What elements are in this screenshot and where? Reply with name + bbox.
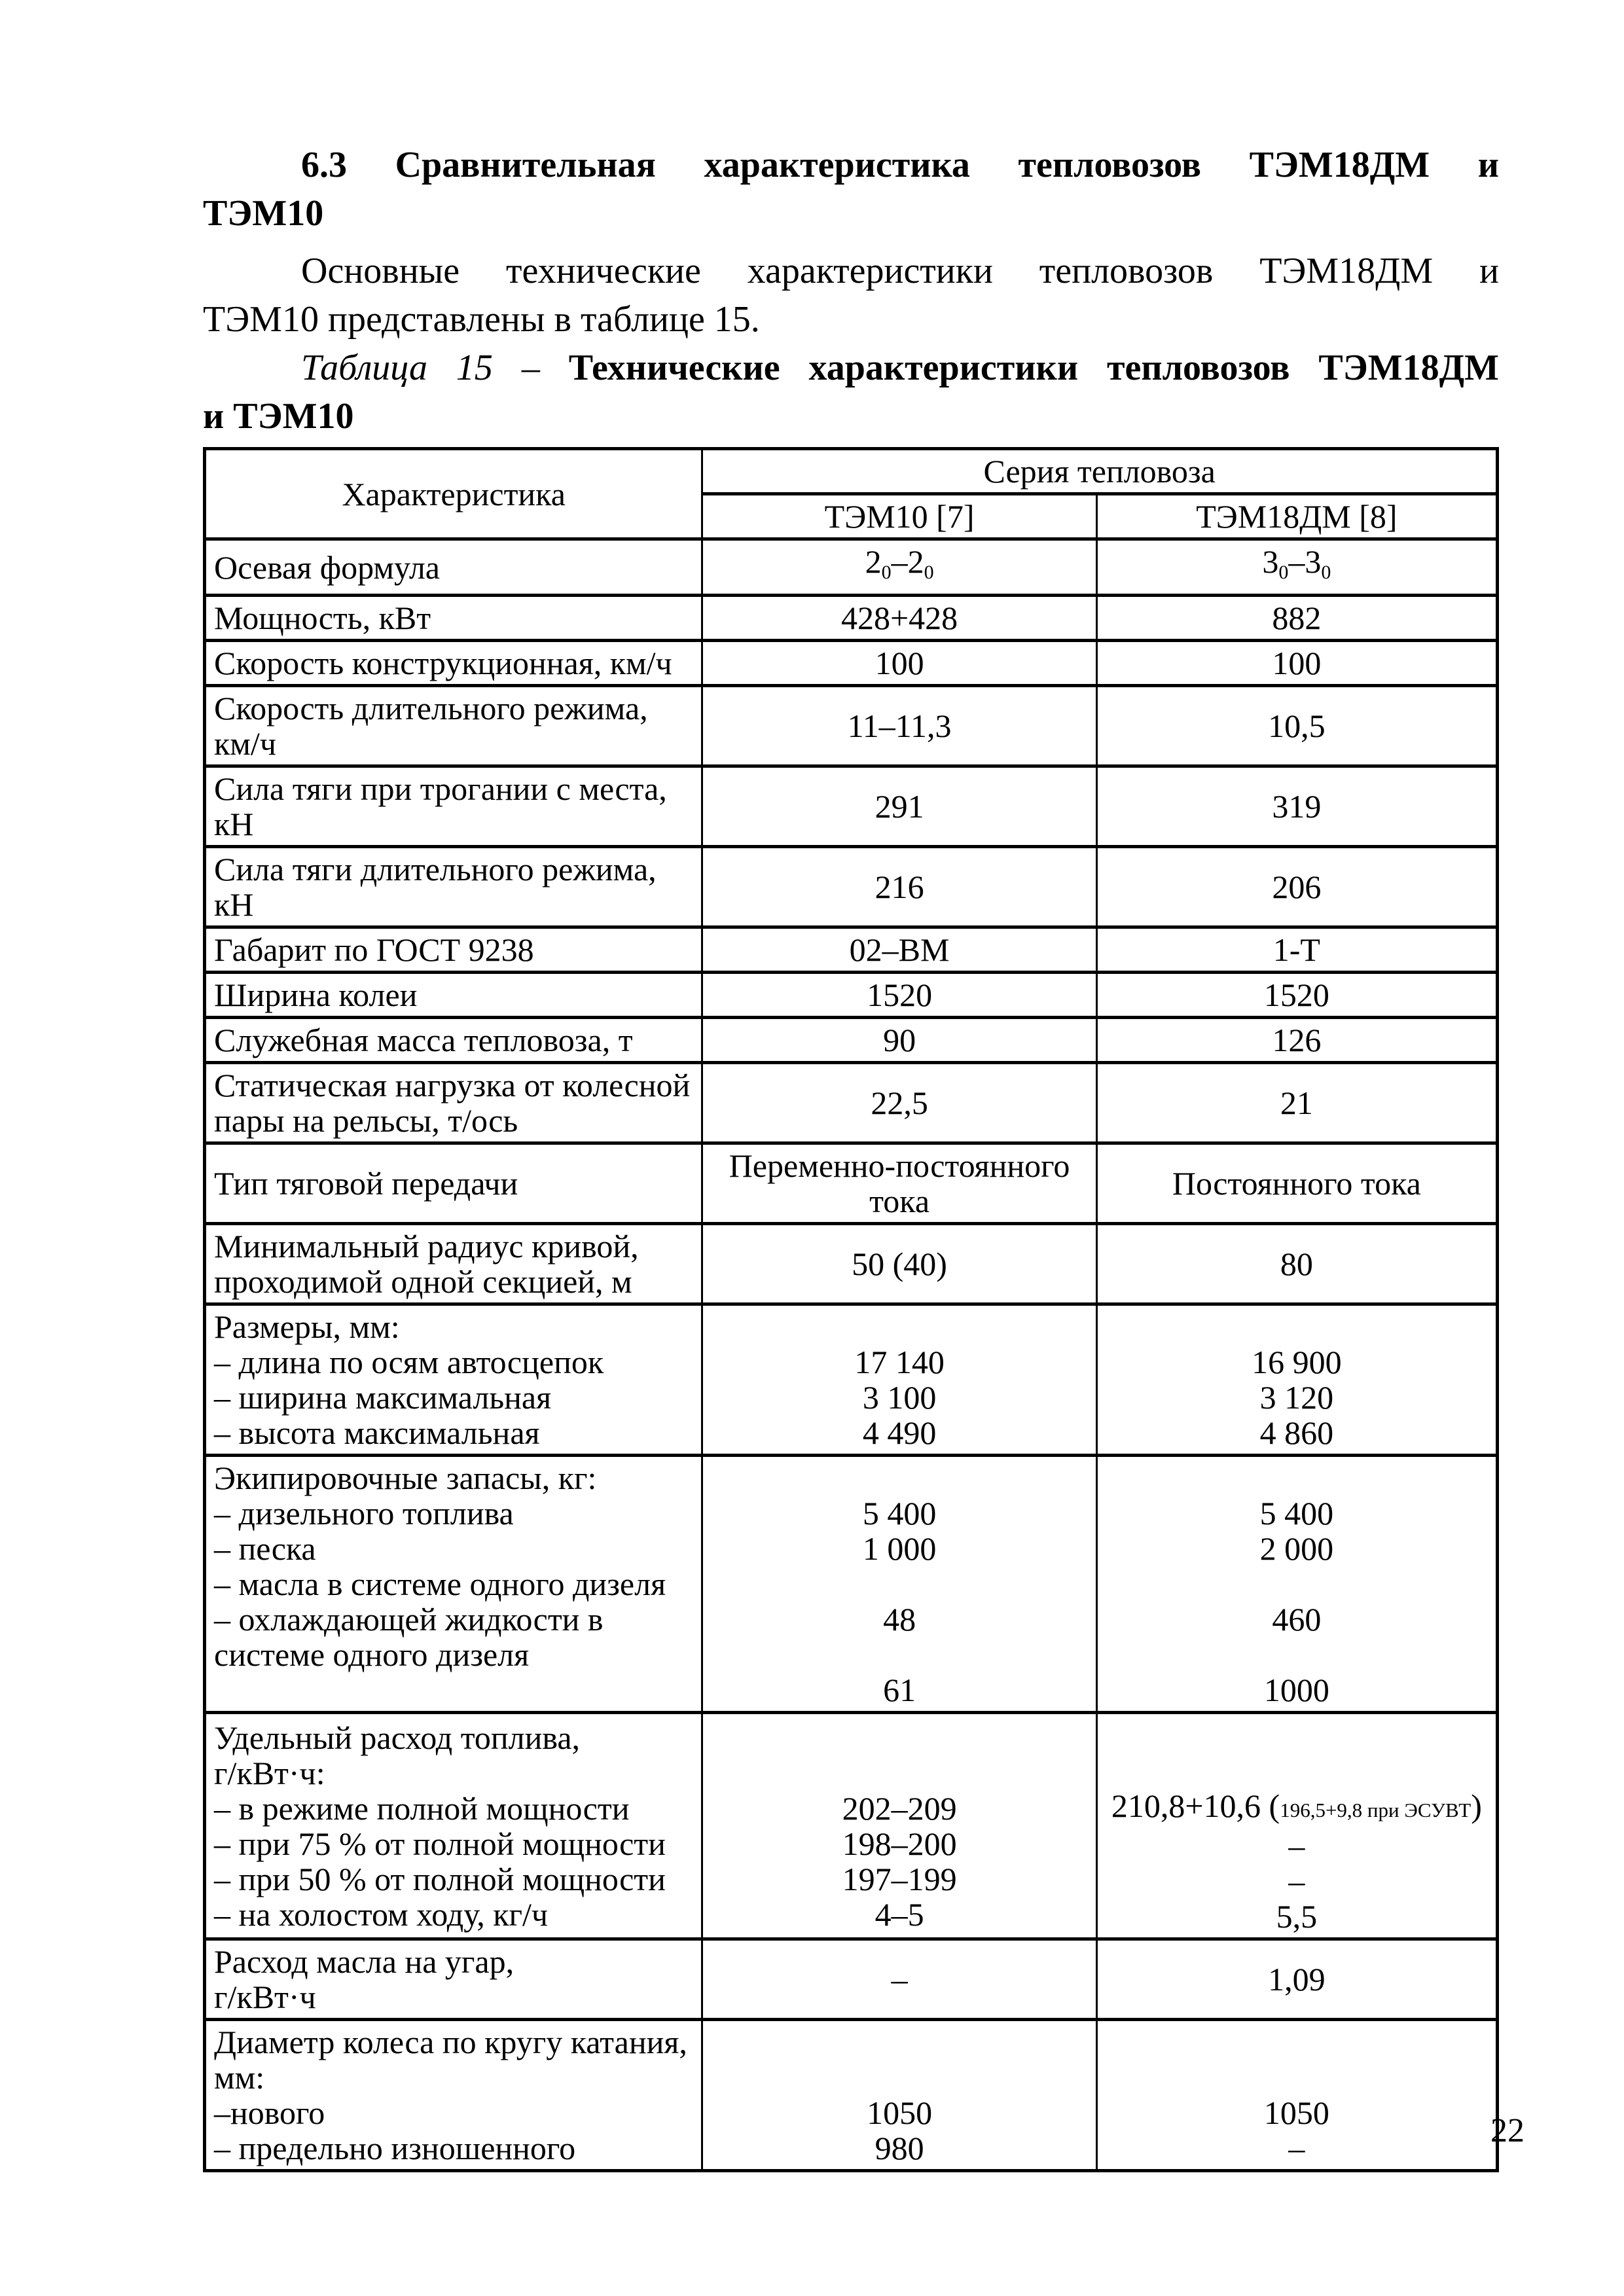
row-label-cell (205, 1143, 702, 1224)
cell-line (1106, 1717, 1488, 1753)
specs-table-body (205, 539, 1498, 2171)
cell-line: 126 (1272, 1022, 1322, 1058)
cell-line: Скорость длительного режима, (214, 690, 648, 726)
cell-line: 4–5 (875, 1895, 924, 1933)
cell-line: – на холостом ходу, кг/ч (214, 1895, 549, 1933)
cell-line (1106, 1788, 1488, 1828)
cell-line: Осевая формула (214, 548, 440, 586)
cell-line: – масла в системе одного дизеля (214, 1566, 666, 1602)
tem18dm-value-cell (1096, 596, 1497, 641)
tem10-value-cell (702, 1224, 1096, 1304)
cell-line: 202–209 (842, 1789, 957, 1827)
cell-line: 4 490 (862, 1414, 937, 1451)
cell-line: мм: (214, 2059, 265, 2096)
row-label-cell (205, 1018, 702, 1063)
tem18dm-value-cell (1096, 1063, 1497, 1143)
cell-line: пары на рельсы, т/ось (214, 1102, 518, 1139)
cell-line: 1050 (867, 2094, 933, 2131)
cell-line: км/ч (214, 725, 276, 762)
tem10-value-cell (702, 641, 1096, 686)
cell-line: Габарит по ГОСТ 9238 (214, 931, 534, 968)
intro-paragraph (203, 247, 1499, 344)
table-row (205, 2020, 1498, 2171)
cell-line: – песка (214, 1530, 316, 1567)
table-caption-label: Таблица 15 (301, 348, 493, 388)
tem18dm-value-cell (1096, 1939, 1497, 2020)
tem10-value-cell (702, 847, 1096, 927)
row-label-cell (205, 766, 702, 847)
tem10-value-cell (702, 1143, 1096, 1224)
table-row (205, 1018, 1498, 1063)
cell-line: кН (214, 806, 254, 842)
row-label-cell (205, 641, 702, 686)
cell-line: проходимой одной секцией, м (214, 1263, 632, 1300)
cell-line (711, 1637, 1087, 1672)
cell-line: г/кВт·ч (214, 1979, 316, 2015)
cell-line: 980 (875, 2130, 924, 2166)
cell-line: 1000 (1263, 1672, 1329, 1708)
cell-line: Расход масла на угар, (214, 1943, 514, 1980)
cell-line: Сила тяги длительного режима, (214, 851, 657, 888)
cell-line (1106, 1637, 1488, 1672)
cell-line: 1520 (1263, 977, 1329, 1013)
cell-line: 4 860 (1259, 1414, 1334, 1451)
table-row (205, 1224, 1498, 1304)
cell-line (214, 1672, 693, 1708)
section-heading-line1: 6.3 Сравнительная характеристика тепловозов ТЭМ18ДМ и (301, 145, 1499, 185)
value-segment-sub: 0 (1278, 562, 1289, 583)
cell-line: Тип тяговой передачи (214, 1165, 518, 1202)
table-row (205, 1939, 1498, 2020)
table-row (205, 766, 1498, 847)
tem18dm-value-cell (1096, 1143, 1497, 1224)
row-label-cell (205, 1713, 702, 1939)
cell-line: 61 (883, 1672, 916, 1708)
tem10-value-cell (702, 1018, 1096, 1063)
value-segment: –2 (891, 543, 924, 580)
cell-line (711, 1566, 1087, 1602)
cell-line: 100 (1272, 645, 1322, 681)
tem18dm-value-cell (1096, 2020, 1497, 2171)
row-label-cell (205, 539, 702, 596)
tem10-value-cell (702, 2020, 1096, 2171)
table-row (205, 1063, 1498, 1143)
row-label-cell (205, 596, 702, 641)
value-segment: 2 (865, 543, 882, 580)
table-row (205, 1713, 1498, 1939)
cell-line: – (891, 1961, 908, 1998)
value-segment: ) (1471, 1787, 1482, 1824)
cell-line: Удельный расход топлива, (214, 1719, 581, 1756)
cell-line (1106, 1753, 1488, 1788)
row-label-cell (205, 1224, 702, 1304)
row-label-cell (205, 2020, 702, 2171)
page-content (203, 141, 1499, 2172)
cell-line: Статическая нагрузка от колесной (214, 1067, 691, 1103)
row-label-cell (205, 973, 702, 1018)
cell-line: 80 (1280, 1246, 1313, 1282)
table-caption-line2: и ТЭМ10 (203, 396, 354, 437)
value-segment-sub: 0 (1321, 562, 1331, 583)
cell-line: – при 75 % от полной мощности (214, 1825, 666, 1862)
value-segment: 210,8+10,6 ( (1111, 1787, 1280, 1824)
cell-line: Переменно-постоянного (729, 1147, 1070, 1184)
row-label-cell (205, 1939, 702, 2020)
cell-line: – (1288, 1863, 1305, 1899)
tem10-value-cell (702, 1713, 1096, 1939)
cell-line: 319 (1272, 788, 1322, 825)
cell-line: 428+428 (840, 600, 958, 636)
cell-line (1106, 1566, 1488, 1602)
cell-line: – охлаждающей жидкости в (214, 1601, 604, 1638)
table-row (205, 973, 1498, 1018)
cell-line: 100 (875, 645, 924, 681)
tem18dm-value-cell (1096, 539, 1497, 596)
tem18dm-value-cell (1096, 641, 1497, 686)
specs-table-header (205, 449, 1498, 539)
cell-line: 5 400 (1259, 1495, 1334, 1532)
cell-line: 198–200 (842, 1825, 957, 1862)
cell-line (711, 2024, 1087, 2060)
tem10-value-cell (702, 1456, 1096, 1713)
cell-line: Сила тяги при трогании с места, (214, 770, 667, 807)
cell-line (711, 1309, 1087, 1344)
cell-line: Диаметр колеса по кругу катания, (214, 2024, 687, 2060)
cell-line: 5,5 (1276, 1898, 1318, 1935)
cell-line: 11–11,3 (847, 708, 952, 744)
cell-line: 1,09 (1268, 1961, 1326, 1998)
cell-line: Минимальный радиус кривой, (214, 1228, 639, 1265)
cell-line: 10,5 (1268, 708, 1326, 744)
cell-line (711, 1755, 1087, 1791)
cell-line: 3 100 (862, 1379, 937, 1416)
header-characteristic: Характеристика (205, 449, 702, 539)
table-caption-dash: – (492, 348, 569, 388)
cell-line: 90 (883, 1022, 916, 1058)
tem10-value-cell (702, 973, 1096, 1018)
page-number: 22 (1490, 2112, 1525, 2149)
cell-line (711, 1460, 1087, 1496)
table-row (205, 1456, 1498, 1713)
cell-line: – ширина максимальная (214, 1379, 552, 1416)
table-caption-line1 (203, 344, 1499, 392)
cell-line: –нового (214, 2094, 325, 2131)
value-segment: –3 (1288, 543, 1322, 580)
tem18dm-value-cell (1096, 686, 1497, 766)
value-segment: 3 (1262, 543, 1279, 580)
cell-line: 1520 (867, 977, 933, 1013)
cell-line: Ширина колеи (214, 977, 418, 1013)
cell-line: кН (214, 886, 254, 923)
cell-line: Размеры, мм: (214, 1308, 400, 1345)
cell-line: 02–ВМ (849, 931, 950, 968)
cell-line: 460 (1272, 1601, 1322, 1638)
intro-line2: ТЭМ10 представлены в таблице 15. (203, 299, 760, 340)
cell-line: Постоянного тока (1172, 1165, 1421, 1202)
cell-line: 882 (1272, 600, 1322, 636)
table-row (205, 596, 1498, 641)
value-segment-sub: 0 (881, 562, 892, 583)
cell-line: – предельно изношенного (214, 2130, 576, 2166)
tem18dm-value-cell (1096, 1224, 1497, 1304)
table-row (205, 1304, 1498, 1456)
cell-line: 206 (1272, 869, 1322, 905)
cell-line: 50 (40) (852, 1246, 947, 1282)
row-label-cell (205, 1456, 702, 1713)
cell-line: – в режиме полной мощности (214, 1789, 630, 1827)
tem18dm-value-cell (1096, 927, 1497, 973)
tem10-value-cell (702, 1063, 1096, 1143)
tem18dm-value-cell (1096, 973, 1497, 1018)
cell-line: 48 (883, 1601, 916, 1638)
cell-line (711, 2060, 1087, 2095)
section-heading-line2: ТЭМ10 (203, 193, 324, 234)
cell-line: 5 400 (862, 1495, 937, 1532)
tem18dm-value-cell (1096, 847, 1497, 927)
tem10-value-cell (702, 539, 1096, 596)
cell-line: 21 (1280, 1085, 1313, 1121)
cell-line: – длина по осям автосцепок (214, 1344, 604, 1380)
tem10-value-cell (702, 596, 1096, 641)
header-tem10: ТЭМ10 [7] (702, 494, 1096, 539)
cell-line: Мощность, кВт (214, 600, 431, 636)
cell-line (1106, 1309, 1488, 1344)
cell-line: 16 900 (1252, 1344, 1342, 1380)
cell-line: – (1288, 1827, 1305, 1864)
row-label-cell (205, 1304, 702, 1456)
cell-line: – (1288, 2130, 1305, 2166)
cell-line: г/кВт·ч: (214, 1754, 325, 1791)
cell-line (1106, 2060, 1488, 2095)
cell-line: 22,5 (871, 1085, 928, 1121)
header-series-group: Серия тепловоза (702, 449, 1498, 494)
specs-table (203, 447, 1499, 2172)
table-row (205, 641, 1498, 686)
header-row-1 (205, 449, 1498, 494)
cell-line: тока (869, 1183, 930, 1219)
cell-line: 216 (875, 869, 924, 905)
cell-line: Экипировочные запасы, кг: (214, 1460, 597, 1496)
cell-line (1106, 1460, 1488, 1496)
cell-line (1106, 544, 1488, 590)
table-row (205, 1143, 1498, 1224)
cell-line: 3 120 (1259, 1379, 1334, 1416)
tem18dm-value-cell (1096, 766, 1497, 847)
tem10-value-cell (702, 766, 1096, 847)
tem18dm-value-cell (1096, 1018, 1497, 1063)
cell-line: Служебная масса тепловоза, т (214, 1022, 633, 1058)
tem10-value-cell (702, 686, 1096, 766)
cell-line: 1050 (1263, 2094, 1329, 2131)
tem10-value-cell (702, 1939, 1096, 2020)
cell-line: 17 140 (854, 1344, 945, 1380)
tem18dm-value-cell (1096, 1304, 1497, 1456)
cell-line: 1-Т (1272, 931, 1320, 968)
tem18dm-value-cell (1096, 1713, 1497, 1939)
table-row (205, 539, 1498, 596)
row-label-cell (205, 1063, 702, 1143)
row-label-cell (205, 847, 702, 927)
cell-line: – высота максимальная (214, 1414, 540, 1451)
tem10-value-cell (702, 927, 1096, 973)
cell-line: – дизельного топлива (214, 1495, 514, 1532)
row-label-cell (205, 686, 702, 766)
header-tem18dm: ТЭМ18ДМ [8] (1096, 494, 1497, 539)
tem18dm-value-cell (1096, 1456, 1497, 1713)
cell-line (1106, 2024, 1488, 2060)
table-caption-title: Технические характеристики тепловозов ТЭМ18ДМ (568, 348, 1499, 388)
cell-line (711, 1720, 1087, 1755)
cell-line: 1 000 (862, 1530, 937, 1567)
cell-line: – при 50 % от полной мощности (214, 1860, 666, 1897)
value-segment-small: 196,5+9,8 при ЭСУВТ (1280, 1799, 1471, 1821)
table-row (205, 847, 1498, 927)
cell-line (711, 544, 1087, 590)
cell-line: 2 000 (1259, 1530, 1334, 1567)
intro-line1: Основные технические характеристики тепловозов ТЭМ18ДМ и (301, 251, 1499, 291)
section-heading (203, 141, 1499, 238)
table-row (205, 927, 1498, 973)
value-segment-sub: 0 (924, 562, 934, 583)
table-caption (203, 344, 1499, 440)
cell-line: системе одного дизеля (214, 1636, 530, 1673)
tem10-value-cell (702, 1304, 1096, 1456)
table-row (205, 686, 1498, 766)
cell-line: Скорость конструкционная, км/ч (214, 645, 672, 681)
row-label-cell (205, 927, 702, 973)
cell-line: 197–199 (842, 1860, 957, 1897)
cell-line: 291 (875, 788, 924, 825)
